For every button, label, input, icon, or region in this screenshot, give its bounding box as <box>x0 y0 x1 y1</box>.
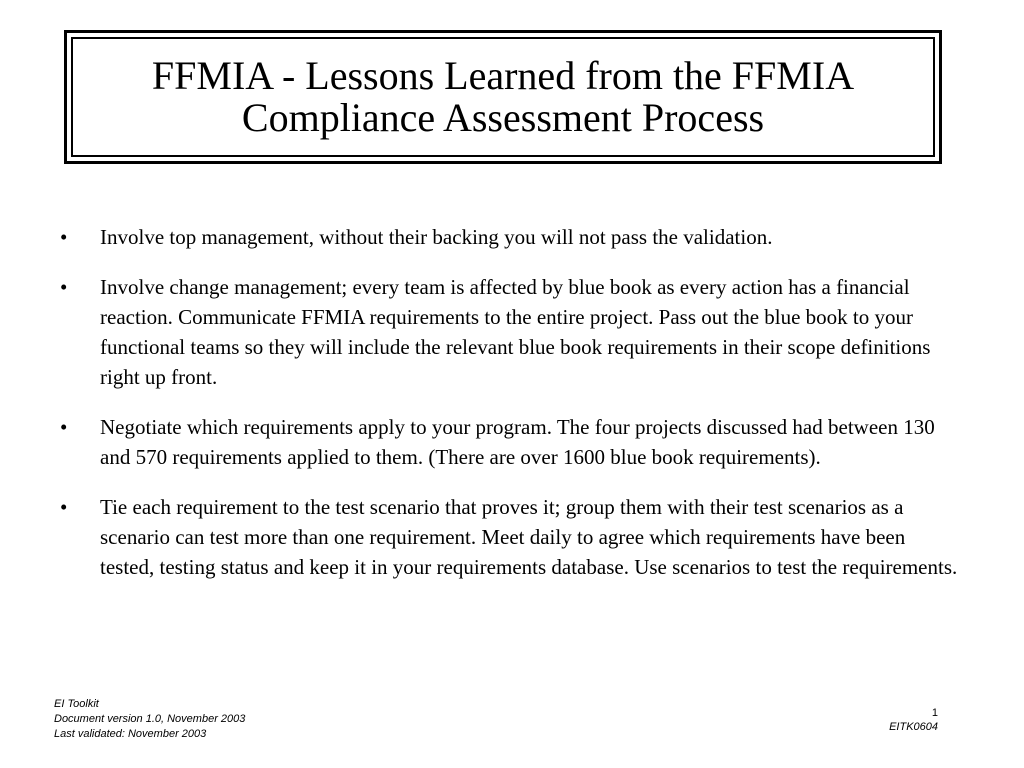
bullet-text: Negotiate which requirements apply to your program. The four projects discussed had between 130 and 570 requirements applied to them. (There are over 1600 blue book requirements). <box>100 415 935 469</box>
bullet-dot-icon: • <box>60 275 68 299</box>
bullet-dot-icon: • <box>60 415 68 439</box>
title-frame <box>64 30 942 164</box>
bullet-item <box>60 492 960 582</box>
footer-document-info <box>54 697 245 742</box>
footer-page-info <box>889 706 938 734</box>
footer-last-validated: Last validated: November 2003 <box>54 728 207 740</box>
bullet-item <box>60 412 960 472</box>
bullet-text: Tie each requirement to the test scenario that proves it; group them with their test scenarios as a scenario can test more than one requirement. Meet daily to agree which requirements have been tested, testing status and keep it in your requirements database. Use scenarios to test the requirements. <box>100 495 958 579</box>
bullet-item <box>60 272 960 392</box>
bullet-list <box>60 222 960 602</box>
slide-title: FFMIA - Lessons Learned from the FFMIA Compliance Assessment Process <box>151 53 855 140</box>
document-code: EITK0604 <box>889 721 938 733</box>
bullet-dot-icon: • <box>60 225 68 249</box>
bullet-item <box>60 222 960 252</box>
footer-document-version: Document version 1.0, November 2003 <box>54 713 246 725</box>
title-frame-inner <box>71 37 935 157</box>
bullet-dot-icon: • <box>60 495 68 519</box>
bullet-text: Involve change management; every team is affected by blue book as every action has a financial reaction. Communicate FFMIA requirements to the entire project. Pass out the blue book to your functional teams so they will include the relevant blue book requirements in their scope definitions right up front. <box>100 275 931 389</box>
footer-toolkit-name: EI Toolkit <box>54 698 99 710</box>
page-number: 1 <box>931 707 938 719</box>
bullet-text: Involve top management, without their backing you will not pass the validation. <box>100 225 773 249</box>
